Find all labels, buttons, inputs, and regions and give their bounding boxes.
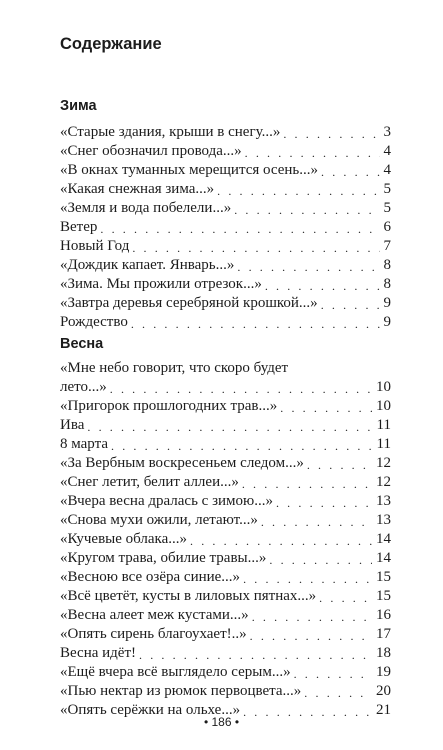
toc-entry[interactable] [60, 416, 391, 435]
entry-title: «Снова мухи ожили, летают...» [60, 512, 258, 528]
toc-entry[interactable] [60, 123, 391, 142]
entry-title: «Снег обозначил провода...» [60, 143, 242, 159]
page-number: 19 [376, 664, 391, 680]
page-number: 5 [383, 181, 391, 197]
dot-leader [273, 496, 372, 511]
entry-title: «Пью нектар из рюмок первоцвета...» [60, 683, 302, 699]
dot-leader [266, 553, 372, 568]
page-number: 17 [376, 626, 391, 642]
toc-entry[interactable] [60, 625, 391, 644]
entry-title-line-2: лето...» [60, 379, 107, 395]
section-heading-spring: Весна [60, 336, 104, 352]
entry-title: «Дождик капает. Январь...» [60, 257, 235, 273]
toc-entry[interactable] [60, 275, 391, 294]
page-number: 4 [383, 162, 391, 178]
entry-title: Весна идёт! [60, 645, 136, 661]
entry-title: Новый Год [60, 238, 130, 254]
toc-entry[interactable] [60, 313, 391, 332]
entry-title: «Ещё вчера всё выглядело серым...» [60, 664, 291, 680]
page-number: 15 [376, 588, 391, 604]
toc-entry[interactable] [60, 256, 391, 275]
page-number: 9 [383, 314, 391, 330]
dot-leader [247, 629, 372, 644]
toc-entry[interactable] [60, 294, 391, 313]
toc-entry[interactable] [60, 587, 391, 606]
entry-title: «Кучевые облака...» [60, 531, 188, 547]
entry-title: «За Вербным воскресеньем следом...» [60, 455, 304, 471]
dot-leader [107, 382, 372, 397]
dot-leader [242, 146, 380, 161]
dot-leader [108, 439, 373, 454]
toc-entry[interactable] [60, 663, 391, 682]
toc-entry[interactable] [60, 644, 391, 663]
page-number: 10 [376, 379, 391, 395]
dot-leader [304, 458, 372, 473]
dot-leader [280, 127, 379, 142]
entry-title: «Вчера весна дралась с зимою...» [60, 493, 273, 509]
dot-leader [234, 260, 379, 275]
toc-entry[interactable] [60, 218, 391, 237]
entry-title-line-1: «Мне небо говорит, что скоро будет [60, 360, 289, 376]
page-number: 20 [376, 683, 391, 699]
toc-entry[interactable] [60, 397, 391, 416]
entry-title: «Весною все озёра синие...» [60, 569, 241, 585]
page-number: 11 [376, 417, 391, 433]
entry-title: «Какая снежная зима...» [60, 181, 215, 197]
toc-entry[interactable] [60, 359, 391, 397]
page-number: 12 [376, 474, 391, 490]
toc-entry[interactable] [60, 549, 391, 568]
page-number: 12 [376, 455, 391, 471]
dot-leader [136, 648, 372, 663]
toc-entry[interactable] [60, 530, 391, 549]
dot-leader [318, 165, 380, 180]
dot-leader [239, 477, 372, 492]
entry-title: «Старые здания, крыши в снегу...» [60, 124, 281, 140]
entry-title: 8 марта [60, 436, 108, 452]
dot-leader [240, 572, 372, 587]
page-title: Содержание [60, 35, 162, 53]
entry-title: «Пригорок прошлогодних трав...» [60, 398, 278, 414]
entry-title: «Опять серёжки на ольхе...» [60, 702, 241, 718]
page-number: 7 [383, 238, 391, 254]
entry-title: «Весна алеет меж кустами...» [60, 607, 249, 623]
page-number: 11 [376, 436, 391, 452]
page-number: 15 [376, 569, 391, 585]
page-number: 13 [376, 512, 391, 528]
page-number: 3 [383, 124, 391, 140]
page-number: 5 [383, 200, 391, 216]
entry-title: Рождество [60, 314, 128, 330]
page-number: 21 [376, 702, 391, 718]
dot-leader [249, 610, 372, 625]
page-number: 18 [376, 645, 391, 661]
toc-entry[interactable] [60, 142, 391, 161]
toc-entry[interactable] [60, 492, 391, 511]
page-number: 4 [383, 143, 391, 159]
toc-entry[interactable] [60, 511, 391, 530]
toc-entry[interactable] [60, 473, 391, 492]
toc-entry[interactable] [60, 237, 391, 256]
dot-leader [277, 401, 372, 416]
toc-entry[interactable] [60, 606, 391, 625]
entry-title: «Кругом трава, обилие травы...» [60, 550, 267, 566]
dot-leader [214, 184, 379, 199]
dot-leader [129, 241, 379, 256]
page-number: 14 [376, 550, 391, 566]
toc-list-spring [60, 359, 391, 720]
dot-leader [258, 515, 372, 530]
entry-title: «Зима. Мы прожили отрезок...» [60, 276, 262, 292]
toc-entry[interactable] [60, 682, 391, 701]
toc-entry[interactable] [60, 435, 391, 454]
toc-entry[interactable] [60, 180, 391, 199]
entry-title: «Снег летит, белит аллеи...» [60, 474, 239, 490]
page-number: 10 [376, 398, 391, 414]
dot-leader [316, 591, 372, 606]
dot-leader [318, 298, 380, 313]
entry-title: Ива [60, 417, 85, 433]
entry-title: «Всё цветёт, кусты в лиловых пятнах...» [60, 588, 317, 604]
dot-leader [291, 667, 372, 682]
page-number: 8 [383, 276, 391, 292]
page-number: 6 [383, 219, 391, 235]
page-number: 13 [376, 493, 391, 509]
dot-leader [128, 317, 380, 332]
dot-leader [262, 279, 380, 294]
dot-leader [84, 420, 372, 435]
entry-title: «В окнах туманных мерещится осень...» [60, 162, 318, 178]
toc-entry[interactable] [60, 199, 391, 218]
page-number: 16 [376, 607, 391, 623]
toc-entry[interactable] [60, 568, 391, 587]
toc-entry[interactable] [60, 454, 391, 473]
page-number: 9 [383, 295, 391, 311]
dot-leader [231, 203, 379, 218]
entry-title: Ветер [60, 219, 98, 235]
dot-leader [187, 534, 372, 549]
dot-leader [301, 686, 372, 701]
section-heading-winter: Зима [60, 98, 97, 114]
toc-entry[interactable] [60, 161, 391, 180]
entry-title: «Завтра деревья серебряной крошкой...» [60, 295, 318, 311]
dot-leader [97, 222, 379, 237]
page-number: 8 [383, 257, 391, 273]
entry-title: «Опять сирень благоухает!..» [60, 626, 247, 642]
toc-list-winter [60, 123, 391, 332]
page-number: 14 [376, 531, 391, 547]
entry-title: «Земля и вода побелели...» [60, 200, 232, 216]
page-folio: • 186 • [203, 715, 240, 729]
